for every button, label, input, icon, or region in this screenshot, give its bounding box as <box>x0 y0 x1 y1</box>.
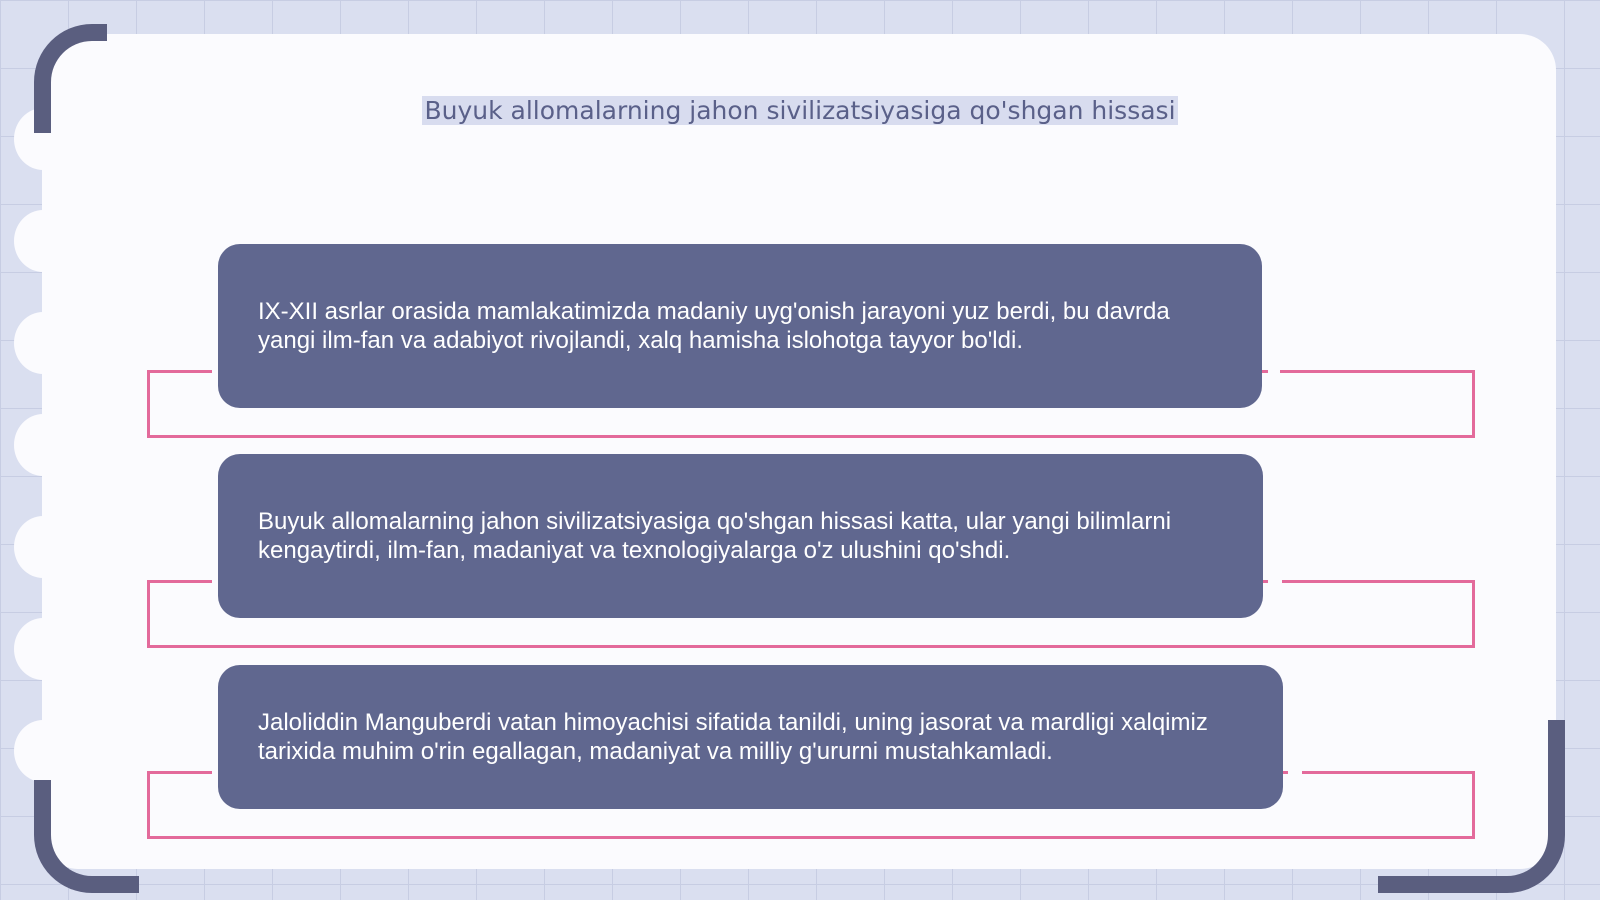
paper-scallop <box>14 720 72 782</box>
paper-scallop <box>14 414 72 476</box>
corner-bracket-bottom-left <box>34 780 139 893</box>
paper-scallop <box>14 312 72 374</box>
paper-scallop <box>14 618 72 680</box>
content-card <box>218 665 1283 809</box>
paper-scallop <box>14 210 72 272</box>
card-text: Buyuk allomalarning jahon sivilizatsiyasiga qo'shgan hissasi katta, ular yangi bilimlarni kengaytirdi, ilm-fan, madaniyat va texnologiyalarga o'z ulushini qo'shdi. <box>258 508 1172 564</box>
content-card <box>218 454 1263 618</box>
paper-scallop <box>14 516 72 578</box>
content-card <box>218 244 1262 408</box>
slide-title <box>0 96 1600 126</box>
slide-title-text: Buyuk allomalarning jahon sivilizatsiyasiga qo'shgan hissasi <box>424 96 1176 125</box>
card-text: IX-XII asrlar orasida mamlakatimizda madaniy uyg'onish jarayoni yuz berdi, bu davrda yangi ilm-fan va adabiyot rivojlandi, xalq hamisha islohotga tayyor bo'ldi. <box>258 298 1170 354</box>
card-text: Jaloliddin Manguberdi vatan himoyachisi sifatida tanildi, uning jasorat va mardligi xalqimiz tarixida muhim o'rin egallagan, madaniyat va milliy g'ururni mustahkamladi. <box>258 709 1208 765</box>
